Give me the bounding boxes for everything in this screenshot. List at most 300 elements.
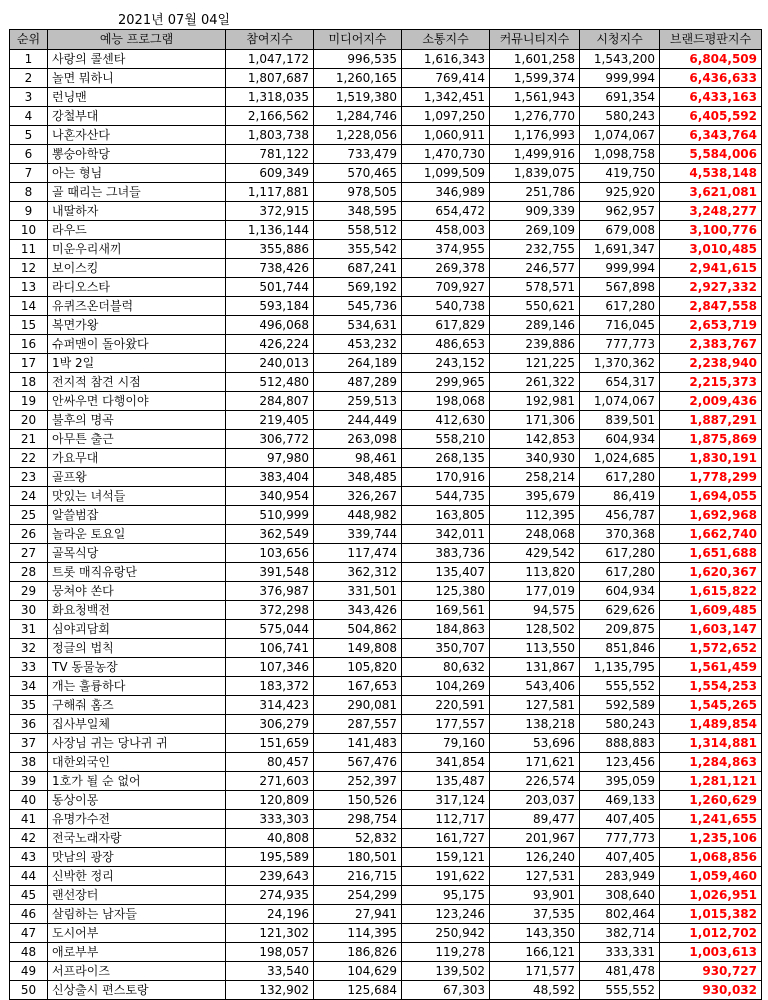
rank-cell: 9: [10, 202, 48, 221]
communication-cell: 169,561: [402, 601, 490, 620]
table-row: [10, 810, 762, 829]
rank-cell: 39: [10, 772, 48, 791]
media-cell: 252,397: [314, 772, 402, 791]
rank-cell: 37: [10, 734, 48, 753]
program-name-cell: 라디오스타: [48, 278, 226, 297]
community-cell: 550,621: [490, 297, 580, 316]
program-name-cell: 슈퍼맨이 돌아왔다: [48, 335, 226, 354]
rank-cell: 28: [10, 563, 48, 582]
brand-index-cell: 1,012,702: [660, 924, 762, 943]
participation-cell: 362,549: [226, 525, 314, 544]
community-cell: 340,930: [490, 449, 580, 468]
table-row: [10, 886, 762, 905]
community-cell: 239,886: [490, 335, 580, 354]
media-cell: 348,485: [314, 468, 402, 487]
brand-index-cell: 1,603,147: [660, 620, 762, 639]
program-name-cell: 1호가 될 순 없어: [48, 772, 226, 791]
program-name-cell: 뭉쳐야 쏜다: [48, 582, 226, 601]
community-cell: 127,531: [490, 867, 580, 886]
participation-cell: 1,117,881: [226, 183, 314, 202]
media-cell: 114,395: [314, 924, 402, 943]
participation-cell: 183,372: [226, 677, 314, 696]
media-cell: 98,461: [314, 449, 402, 468]
table-row: [10, 373, 762, 392]
community-cell: 89,477: [490, 810, 580, 829]
media-cell: 1,284,746: [314, 107, 402, 126]
media-cell: 978,505: [314, 183, 402, 202]
rank-cell: 42: [10, 829, 48, 848]
communication-cell: 317,124: [402, 791, 490, 810]
table-row: [10, 278, 762, 297]
viewership-cell: 1,370,362: [580, 354, 660, 373]
participation-cell: 383,404: [226, 468, 314, 487]
participation-cell: 219,405: [226, 411, 314, 430]
viewership-cell: 567,898: [580, 278, 660, 297]
participation-cell: 1,047,172: [226, 50, 314, 69]
media-cell: 263,098: [314, 430, 402, 449]
viewership-cell: 617,280: [580, 544, 660, 563]
program-name-cell: 살림하는 남자들: [48, 905, 226, 924]
table-row: [10, 753, 762, 772]
participation-cell: 271,603: [226, 772, 314, 791]
program-name-cell: 아는 형님: [48, 164, 226, 183]
viewership-cell: 555,552: [580, 677, 660, 696]
community-cell: 126,240: [490, 848, 580, 867]
community-cell: 578,571: [490, 278, 580, 297]
program-name-cell: 골목식당: [48, 544, 226, 563]
participation-cell: 284,807: [226, 392, 314, 411]
table-row: [10, 544, 762, 563]
community-cell: 53,696: [490, 734, 580, 753]
viewership-cell: 925,920: [580, 183, 660, 202]
communication-cell: 250,942: [402, 924, 490, 943]
communication-cell: 119,278: [402, 943, 490, 962]
community-cell: 113,820: [490, 563, 580, 582]
communication-cell: 125,380: [402, 582, 490, 601]
table-row: [10, 69, 762, 88]
community-cell: 166,121: [490, 943, 580, 962]
table-row: [10, 506, 762, 525]
media-cell: 570,465: [314, 164, 402, 183]
communication-cell: 1,060,911: [402, 126, 490, 145]
table-row: [10, 297, 762, 316]
viewership-cell: 209,875: [580, 620, 660, 639]
media-cell: 1,260,165: [314, 69, 402, 88]
table-row: [10, 829, 762, 848]
community-cell: 1,176,993: [490, 126, 580, 145]
viewership-cell: 629,626: [580, 601, 660, 620]
viewership-cell: 456,787: [580, 506, 660, 525]
brand-index-cell: 1,651,688: [660, 544, 762, 563]
media-cell: 244,449: [314, 411, 402, 430]
header-row: [10, 30, 762, 50]
table-row: [10, 525, 762, 544]
viewership-cell: 370,368: [580, 525, 660, 544]
viewership-cell: 679,008: [580, 221, 660, 240]
media-cell: 167,653: [314, 677, 402, 696]
brand-index-cell: 1,284,863: [660, 753, 762, 772]
header-participation: 참여지수: [226, 30, 314, 50]
viewership-cell: 419,750: [580, 164, 660, 183]
viewership-cell: 802,464: [580, 905, 660, 924]
community-cell: 246,577: [490, 259, 580, 278]
program-name-cell: 보이스킹: [48, 259, 226, 278]
header-media: 미디어지수: [314, 30, 402, 50]
participation-cell: 501,744: [226, 278, 314, 297]
table-row: [10, 601, 762, 620]
participation-cell: 33,540: [226, 962, 314, 981]
participation-cell: 306,279: [226, 715, 314, 734]
rank-cell: 30: [10, 601, 48, 620]
rank-cell: 36: [10, 715, 48, 734]
rank-cell: 11: [10, 240, 48, 259]
media-cell: 362,312: [314, 563, 402, 582]
brand-index-cell: 1,068,856: [660, 848, 762, 867]
media-cell: 52,832: [314, 829, 402, 848]
media-cell: 487,289: [314, 373, 402, 392]
community-cell: 1,499,916: [490, 145, 580, 164]
brand-index-cell: 2,941,615: [660, 259, 762, 278]
program-name-cell: 집사부일체: [48, 715, 226, 734]
program-name-cell: 신박한 정리: [48, 867, 226, 886]
program-name-cell: 전국노래자랑: [48, 829, 226, 848]
community-cell: 138,218: [490, 715, 580, 734]
viewership-cell: 86,419: [580, 487, 660, 506]
program-name-cell: 서프라이즈: [48, 962, 226, 981]
viewership-cell: 308,640: [580, 886, 660, 905]
communication-cell: 123,246: [402, 905, 490, 924]
program-name-cell: 랜선장터: [48, 886, 226, 905]
table-row: [10, 449, 762, 468]
rank-cell: 29: [10, 582, 48, 601]
participation-cell: 781,122: [226, 145, 314, 164]
viewership-cell: 1,024,685: [580, 449, 660, 468]
communication-cell: 184,863: [402, 620, 490, 639]
communication-cell: 95,175: [402, 886, 490, 905]
media-cell: 104,629: [314, 962, 402, 981]
program-name-cell: 구해줘 홈즈: [48, 696, 226, 715]
communication-cell: 159,121: [402, 848, 490, 867]
communication-cell: 654,472: [402, 202, 490, 221]
community-cell: 94,575: [490, 601, 580, 620]
participation-cell: 80,457: [226, 753, 314, 772]
table-row: [10, 335, 762, 354]
brand-index-cell: 1,561,459: [660, 658, 762, 677]
participation-cell: 107,346: [226, 658, 314, 677]
brand-index-cell: 1,615,822: [660, 582, 762, 601]
table-row: [10, 962, 762, 981]
media-cell: 453,232: [314, 335, 402, 354]
communication-cell: 558,210: [402, 430, 490, 449]
rank-cell: 1: [10, 50, 48, 69]
rank-cell: 46: [10, 905, 48, 924]
table-row: [10, 696, 762, 715]
viewership-cell: 333,331: [580, 943, 660, 962]
program-name-cell: 도시어부: [48, 924, 226, 943]
brand-index-cell: 1,545,265: [660, 696, 762, 715]
communication-cell: 139,502: [402, 962, 490, 981]
program-name-cell: 미운우리새끼: [48, 240, 226, 259]
participation-cell: 496,068: [226, 316, 314, 335]
participation-cell: 103,656: [226, 544, 314, 563]
community-cell: 251,786: [490, 183, 580, 202]
rank-cell: 32: [10, 639, 48, 658]
viewership-cell: 592,589: [580, 696, 660, 715]
media-cell: 1,228,056: [314, 126, 402, 145]
participation-cell: 240,013: [226, 354, 314, 373]
program-name-cell: 유퀴즈온더블럭: [48, 297, 226, 316]
participation-cell: 1,807,687: [226, 69, 314, 88]
table-row: [10, 50, 762, 69]
media-cell: 1,519,380: [314, 88, 402, 107]
participation-cell: 2,166,562: [226, 107, 314, 126]
media-cell: 117,474: [314, 544, 402, 563]
communication-cell: 1,342,451: [402, 88, 490, 107]
media-cell: 150,526: [314, 791, 402, 810]
rank-cell: 21: [10, 430, 48, 449]
program-name-cell: 맛있는 녀석들: [48, 487, 226, 506]
brand-index-cell: 6,804,509: [660, 50, 762, 69]
communication-cell: 1,099,509: [402, 164, 490, 183]
rank-cell: 31: [10, 620, 48, 639]
program-name-cell: 가요무대: [48, 449, 226, 468]
program-name-cell: 뽕숭아학당: [48, 145, 226, 164]
community-cell: 143,350: [490, 924, 580, 943]
program-name-cell: 사장님 귀는 당나귀 귀: [48, 734, 226, 753]
table-row: [10, 145, 762, 164]
brand-index-cell: 1,260,629: [660, 791, 762, 810]
community-cell: 48,592: [490, 981, 580, 1000]
program-name-cell: 사랑의 콜센타: [48, 50, 226, 69]
media-cell: 326,267: [314, 487, 402, 506]
program-name-cell: 전지적 참견 시점: [48, 373, 226, 392]
rank-cell: 10: [10, 221, 48, 240]
program-name-cell: 유명가수전: [48, 810, 226, 829]
viewership-cell: 1,074,067: [580, 126, 660, 145]
table-row: [10, 715, 762, 734]
media-cell: 996,535: [314, 50, 402, 69]
community-cell: 131,867: [490, 658, 580, 677]
communication-cell: 135,407: [402, 563, 490, 582]
program-name-cell: 동상이몽: [48, 791, 226, 810]
rank-cell: 14: [10, 297, 48, 316]
community-cell: 1,601,258: [490, 50, 580, 69]
rank-cell: 3: [10, 88, 48, 107]
rank-cell: 35: [10, 696, 48, 715]
brand-index-cell: 1,694,055: [660, 487, 762, 506]
participation-cell: 306,772: [226, 430, 314, 449]
viewership-cell: 604,934: [580, 582, 660, 601]
table-row: [10, 221, 762, 240]
rank-cell: 18: [10, 373, 48, 392]
program-name-cell: 나혼자산다: [48, 126, 226, 145]
brand-reputation-table: [9, 29, 762, 1000]
program-name-cell: 아무튼 출근: [48, 430, 226, 449]
participation-cell: 239,643: [226, 867, 314, 886]
header-communication: 소통지수: [402, 30, 490, 50]
report-date: 2021년 07월 04일: [118, 13, 231, 28]
participation-cell: 97,980: [226, 449, 314, 468]
viewership-cell: 555,552: [580, 981, 660, 1000]
community-cell: 128,502: [490, 620, 580, 639]
community-cell: 543,406: [490, 677, 580, 696]
viewership-cell: 604,934: [580, 430, 660, 449]
brand-index-cell: 6,405,592: [660, 107, 762, 126]
rank-cell: 13: [10, 278, 48, 297]
brand-index-cell: 1,314,881: [660, 734, 762, 753]
participation-cell: 738,426: [226, 259, 314, 278]
community-cell: 192,981: [490, 392, 580, 411]
brand-index-cell: 3,248,277: [660, 202, 762, 221]
community-cell: 203,037: [490, 791, 580, 810]
viewership-cell: 407,405: [580, 848, 660, 867]
community-cell: 177,019: [490, 582, 580, 601]
media-cell: 567,476: [314, 753, 402, 772]
participation-cell: 24,196: [226, 905, 314, 924]
community-cell: 429,542: [490, 544, 580, 563]
table-row: [10, 905, 762, 924]
viewership-cell: 1,098,758: [580, 145, 660, 164]
communication-cell: 161,727: [402, 829, 490, 848]
community-cell: 248,068: [490, 525, 580, 544]
communication-cell: 486,653: [402, 335, 490, 354]
community-cell: 1,276,770: [490, 107, 580, 126]
media-cell: 186,826: [314, 943, 402, 962]
media-cell: 569,192: [314, 278, 402, 297]
communication-cell: 198,068: [402, 392, 490, 411]
media-cell: 254,299: [314, 886, 402, 905]
media-cell: 287,557: [314, 715, 402, 734]
communication-cell: 458,003: [402, 221, 490, 240]
brand-index-cell: 1,026,951: [660, 886, 762, 905]
community-cell: 112,395: [490, 506, 580, 525]
table-row: [10, 468, 762, 487]
rank-cell: 16: [10, 335, 48, 354]
media-cell: 733,479: [314, 145, 402, 164]
viewership-cell: 1,074,067: [580, 392, 660, 411]
participation-cell: 510,999: [226, 506, 314, 525]
program-name-cell: 심야괴담회: [48, 620, 226, 639]
rank-cell: 5: [10, 126, 48, 145]
brand-index-cell: 1,015,382: [660, 905, 762, 924]
table-row: [10, 316, 762, 335]
media-cell: 534,631: [314, 316, 402, 335]
viewership-cell: 123,456: [580, 753, 660, 772]
communication-cell: 299,965: [402, 373, 490, 392]
program-name-cell: 개는 훌륭하다: [48, 677, 226, 696]
participation-cell: 372,915: [226, 202, 314, 221]
brand-index-cell: 2,383,767: [660, 335, 762, 354]
media-cell: 448,982: [314, 506, 402, 525]
table-body: [10, 50, 762, 1000]
rank-cell: 26: [10, 525, 48, 544]
table-row: [10, 563, 762, 582]
communication-cell: 412,630: [402, 411, 490, 430]
brand-index-cell: 6,433,163: [660, 88, 762, 107]
table-row: [10, 677, 762, 696]
communication-cell: 220,591: [402, 696, 490, 715]
media-cell: 558,512: [314, 221, 402, 240]
community-cell: 1,839,075: [490, 164, 580, 183]
program-name-cell: 라우드: [48, 221, 226, 240]
media-cell: 259,513: [314, 392, 402, 411]
table-row: [10, 791, 762, 810]
communication-cell: 269,378: [402, 259, 490, 278]
program-name-cell: 알쓸범잡: [48, 506, 226, 525]
brand-index-cell: 1,620,367: [660, 563, 762, 582]
rank-cell: 27: [10, 544, 48, 563]
program-name-cell: 골 때리는 그녀들: [48, 183, 226, 202]
rank-cell: 6: [10, 145, 48, 164]
rank-cell: 15: [10, 316, 48, 335]
brand-index-cell: 1,887,291: [660, 411, 762, 430]
table-row: [10, 240, 762, 259]
brand-index-cell: 1,235,106: [660, 829, 762, 848]
viewership-cell: 999,994: [580, 69, 660, 88]
participation-cell: 333,303: [226, 810, 314, 829]
rank-cell: 41: [10, 810, 48, 829]
brand-index-cell: 1,830,191: [660, 449, 762, 468]
viewership-cell: 283,949: [580, 867, 660, 886]
media-cell: 290,081: [314, 696, 402, 715]
communication-cell: 769,414: [402, 69, 490, 88]
communication-cell: 112,717: [402, 810, 490, 829]
header-community: 커뮤니티지수: [490, 30, 580, 50]
brand-index-cell: 3,100,776: [660, 221, 762, 240]
media-cell: 331,501: [314, 582, 402, 601]
table-row: [10, 943, 762, 962]
communication-cell: 163,805: [402, 506, 490, 525]
communication-cell: 544,735: [402, 487, 490, 506]
brand-index-cell: 1,875,869: [660, 430, 762, 449]
viewership-cell: 716,045: [580, 316, 660, 335]
brand-index-cell: 930,727: [660, 962, 762, 981]
rank-cell: 49: [10, 962, 48, 981]
brand-index-cell: 1,778,299: [660, 468, 762, 487]
viewership-cell: 481,478: [580, 962, 660, 981]
community-cell: 113,550: [490, 639, 580, 658]
participation-cell: 198,057: [226, 943, 314, 962]
communication-cell: 1,616,343: [402, 50, 490, 69]
media-cell: 298,754: [314, 810, 402, 829]
participation-cell: 121,302: [226, 924, 314, 943]
brand-index-cell: 2,927,332: [660, 278, 762, 297]
table-row: [10, 639, 762, 658]
program-name-cell: 강철부대: [48, 107, 226, 126]
brand-index-cell: 3,010,485: [660, 240, 762, 259]
community-cell: 395,679: [490, 487, 580, 506]
table-row: [10, 88, 762, 107]
communication-cell: 67,303: [402, 981, 490, 1000]
communication-cell: 135,487: [402, 772, 490, 791]
communication-cell: 177,557: [402, 715, 490, 734]
rank-cell: 20: [10, 411, 48, 430]
community-cell: 171,621: [490, 753, 580, 772]
viewership-cell: 777,773: [580, 335, 660, 354]
brand-index-cell: 2,653,719: [660, 316, 762, 335]
rank-cell: 38: [10, 753, 48, 772]
rank-cell: 50: [10, 981, 48, 1000]
participation-cell: 274,935: [226, 886, 314, 905]
table-row: [10, 848, 762, 867]
community-cell: 232,755: [490, 240, 580, 259]
participation-cell: 314,423: [226, 696, 314, 715]
communication-cell: 191,622: [402, 867, 490, 886]
viewership-cell: 617,280: [580, 297, 660, 316]
rank-cell: 48: [10, 943, 48, 962]
participation-cell: 593,184: [226, 297, 314, 316]
community-cell: 226,574: [490, 772, 580, 791]
